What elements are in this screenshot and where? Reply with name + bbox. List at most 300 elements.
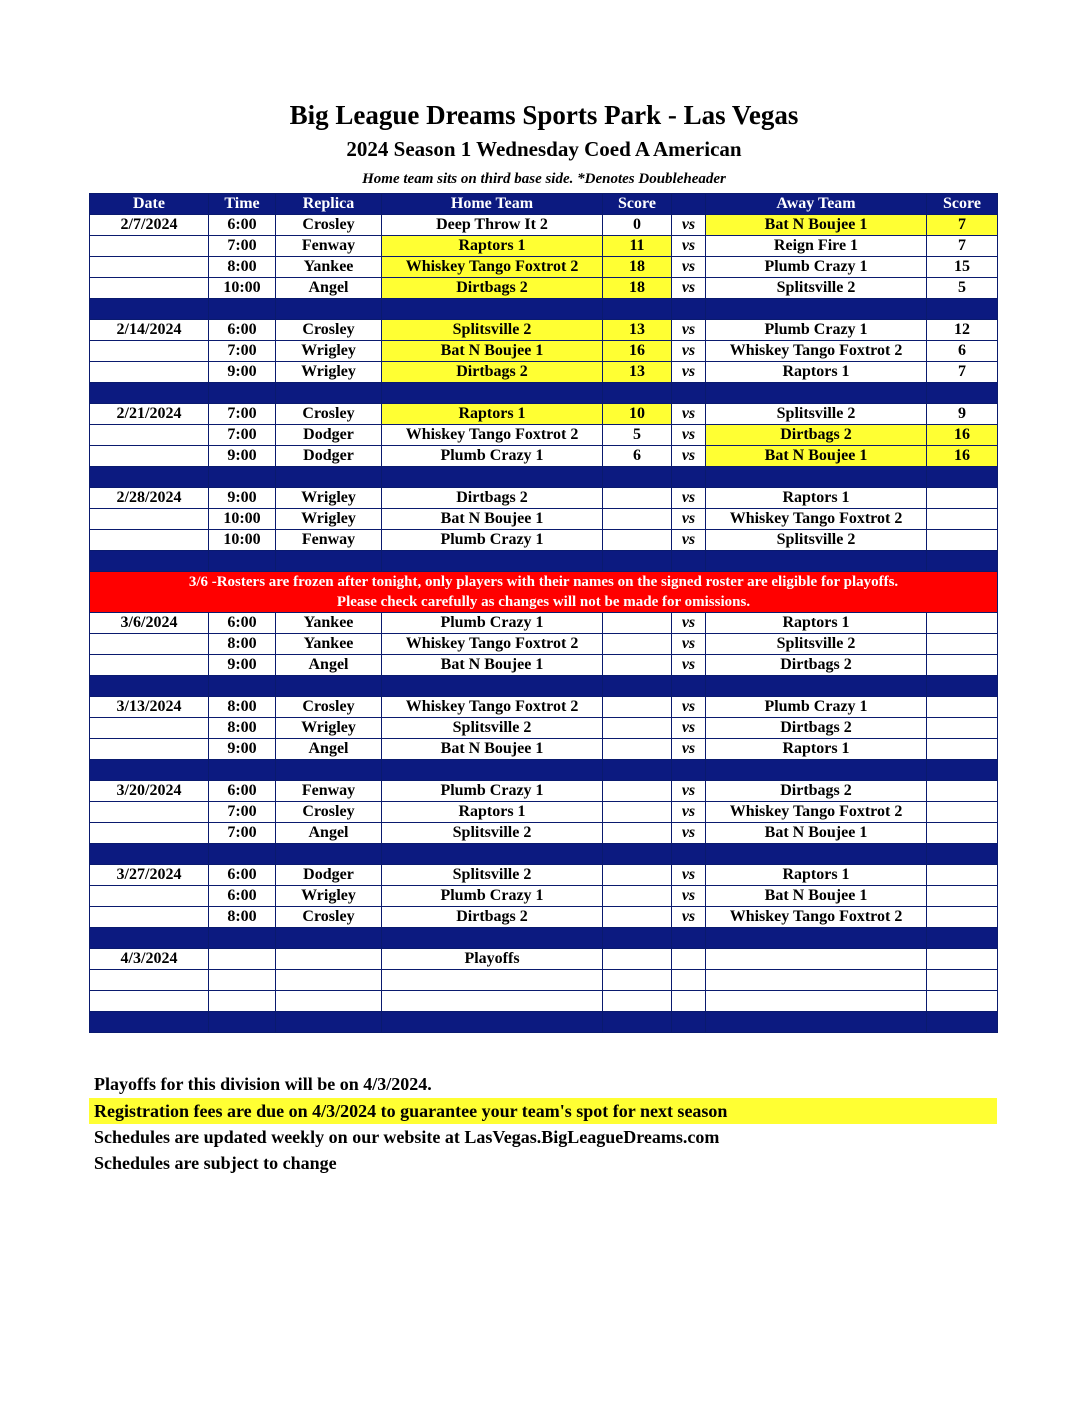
game-time: 9:00	[209, 488, 276, 509]
separator-cell	[706, 928, 927, 949]
game-row	[90, 341, 998, 362]
game-time: 8:00	[209, 257, 276, 278]
game-date	[90, 341, 209, 362]
col-away-team: Away Team	[706, 194, 927, 215]
game-field: Dodger	[276, 446, 382, 467]
away-team: Dirtbags 2	[706, 655, 927, 676]
game-time	[209, 991, 276, 1012]
separator-cell	[382, 844, 603, 865]
home-score: 13	[603, 320, 672, 341]
away-score	[927, 509, 998, 530]
game-date	[90, 823, 209, 844]
game-field: Crosley	[276, 320, 382, 341]
roster-notice-line: Please check carefully as changes will not be made for omissions.	[336, 594, 751, 610]
game-row	[90, 236, 998, 257]
home-score	[603, 697, 672, 718]
vs-label: vs	[672, 802, 706, 823]
col-home-team: Home Team	[382, 194, 603, 215]
game-row	[90, 215, 998, 236]
home-score: 16	[603, 341, 672, 362]
game-date: 3/6/2024	[90, 613, 209, 634]
away-team: Raptors 1	[706, 739, 927, 760]
home-team: Bat N Boujee 1	[382, 739, 603, 760]
home-team: Whiskey Tango Foxtrot 2	[382, 257, 603, 278]
separator-cell	[276, 844, 382, 865]
col-away-score: Score	[927, 194, 998, 215]
game-row	[90, 425, 998, 446]
separator-cell	[276, 299, 382, 320]
vs-label: vs	[672, 215, 706, 236]
col-vs	[672, 194, 706, 215]
separator-cell	[603, 844, 672, 865]
game-field: Wrigley	[276, 362, 382, 383]
vs-label: vs	[672, 697, 706, 718]
away-team: Whiskey Tango Foxtrot 2	[706, 509, 927, 530]
away-score	[927, 991, 998, 1012]
separator-cell	[382, 1012, 603, 1033]
separator-cell	[603, 676, 672, 697]
game-row	[90, 886, 998, 907]
game-time: 8:00	[209, 697, 276, 718]
separator-cell	[382, 383, 603, 404]
away-score: 9	[927, 404, 998, 425]
game-time: 6:00	[209, 613, 276, 634]
game-date: 3/20/2024	[90, 781, 209, 802]
game-date	[90, 257, 209, 278]
away-score	[927, 802, 998, 823]
separator-cell	[603, 467, 672, 488]
home-team: Bat N Boujee 1	[382, 509, 603, 530]
home-score	[603, 991, 672, 1012]
game-time: 9:00	[209, 362, 276, 383]
away-score	[927, 865, 998, 886]
vs-label: vs	[672, 236, 706, 257]
game-time: 7:00	[209, 425, 276, 446]
away-team: Dirtbags 2	[706, 425, 927, 446]
separator-cell	[706, 844, 927, 865]
week-separator	[90, 551, 998, 572]
vs-label: vs	[672, 823, 706, 844]
game-field: Crosley	[276, 802, 382, 823]
home-score	[603, 739, 672, 760]
game-row	[90, 949, 998, 970]
away-score	[927, 739, 998, 760]
away-score: 16	[927, 446, 998, 467]
game-field: Crosley	[276, 215, 382, 236]
game-date	[90, 970, 209, 991]
game-row	[90, 404, 998, 425]
game-time	[209, 949, 276, 970]
home-score: 13	[603, 362, 672, 383]
game-date: 3/27/2024	[90, 865, 209, 886]
game-row	[90, 634, 998, 655]
home-score	[603, 970, 672, 991]
game-time: 7:00	[209, 404, 276, 425]
away-score	[927, 488, 998, 509]
game-row	[90, 278, 998, 299]
home-team: Whiskey Tango Foxtrot 2	[382, 425, 603, 446]
week-separator	[90, 383, 998, 404]
separator-cell	[209, 1012, 276, 1033]
home-team: Dirtbags 2	[382, 488, 603, 509]
game-time: 7:00	[209, 823, 276, 844]
away-team: Bat N Boujee 1	[706, 886, 927, 907]
separator-cell	[276, 383, 382, 404]
away-score: 7	[927, 362, 998, 383]
game-time: 10:00	[209, 509, 276, 530]
separator-cell	[90, 1012, 209, 1033]
away-score	[927, 697, 998, 718]
separator-cell	[927, 844, 998, 865]
separator-cell	[209, 844, 276, 865]
game-date	[90, 446, 209, 467]
separator-cell	[706, 1012, 927, 1033]
week-separator	[90, 676, 998, 697]
game-time: 9:00	[209, 655, 276, 676]
game-date: 4/3/2024	[90, 949, 209, 970]
home-team: Splitsville 2	[382, 320, 603, 341]
separator-cell	[382, 299, 603, 320]
game-row	[90, 488, 998, 509]
game-field: Angel	[276, 655, 382, 676]
away-score	[927, 949, 998, 970]
away-score: 16	[927, 425, 998, 446]
vs-label: vs	[672, 341, 706, 362]
separator-cell	[90, 551, 209, 572]
home-team: Plumb Crazy 1	[382, 781, 603, 802]
footer-registration: Registration fees are due on 4/3/2024 to guarantee your team's spot for next season	[89, 1098, 997, 1124]
home-team: Splitsville 2	[382, 718, 603, 739]
separator-cell	[706, 383, 927, 404]
home-score	[603, 655, 672, 676]
col-time: Time	[209, 194, 276, 215]
vs-label	[672, 970, 706, 991]
game-row	[90, 718, 998, 739]
away-score: 7	[927, 215, 998, 236]
separator-cell	[276, 760, 382, 781]
week-separator	[90, 467, 998, 488]
game-field: Angel	[276, 739, 382, 760]
separator-cell	[927, 760, 998, 781]
away-score: 5	[927, 278, 998, 299]
game-field: Angel	[276, 278, 382, 299]
game-row	[90, 739, 998, 760]
away-score	[927, 613, 998, 634]
game-date	[90, 886, 209, 907]
away-team: Bat N Boujee 1	[706, 823, 927, 844]
game-field: Crosley	[276, 404, 382, 425]
home-score	[603, 509, 672, 530]
away-score	[927, 530, 998, 551]
game-field: Dodger	[276, 865, 382, 886]
separator-cell	[209, 928, 276, 949]
home-team	[382, 991, 603, 1012]
separator-cell	[603, 1012, 672, 1033]
game-date	[90, 530, 209, 551]
away-team: Reign Fire 1	[706, 236, 927, 257]
home-team: Splitsville 2	[382, 823, 603, 844]
separator-cell	[672, 383, 706, 404]
separator-cell	[603, 551, 672, 572]
vs-label: vs	[672, 425, 706, 446]
separator-cell	[209, 467, 276, 488]
separator-cell	[276, 676, 382, 697]
away-team: Splitsville 2	[706, 278, 927, 299]
separator-cell	[603, 760, 672, 781]
separator-cell	[382, 676, 603, 697]
game-row	[90, 530, 998, 551]
away-team: Splitsville 2	[706, 404, 927, 425]
game-time: 6:00	[209, 215, 276, 236]
game-time: 6:00	[209, 320, 276, 341]
game-row	[90, 991, 998, 1012]
footer-disclaimer: Schedules are subject to change	[94, 1153, 337, 1173]
game-time: 8:00	[209, 718, 276, 739]
header-note: Home team sits on third base side. *Denotes Doubleheader	[362, 171, 726, 187]
home-score	[603, 613, 672, 634]
away-team: Plumb Crazy 1	[706, 697, 927, 718]
separator-cell	[927, 467, 998, 488]
home-team: Dirtbags 2	[382, 362, 603, 383]
game-row	[90, 509, 998, 530]
separator-cell	[706, 676, 927, 697]
game-field: Wrigley	[276, 341, 382, 362]
game-date	[90, 362, 209, 383]
game-row	[90, 865, 998, 886]
separator-cell	[672, 844, 706, 865]
separator-cell	[672, 928, 706, 949]
home-team: Bat N Boujee 1	[382, 341, 603, 362]
separator-cell	[603, 928, 672, 949]
vs-label: vs	[672, 907, 706, 928]
game-row	[90, 257, 998, 278]
home-score	[603, 634, 672, 655]
schedule-table	[89, 193, 998, 1033]
game-field: Fenway	[276, 781, 382, 802]
away-score: 12	[927, 320, 998, 341]
home-score	[603, 802, 672, 823]
away-score	[927, 634, 998, 655]
home-score	[603, 718, 672, 739]
game-time: 7:00	[209, 802, 276, 823]
home-team: Raptors 1	[382, 404, 603, 425]
game-row	[90, 613, 998, 634]
col-home-score: Score	[603, 194, 672, 215]
separator-cell	[90, 760, 209, 781]
game-row	[90, 362, 998, 383]
week-separator	[90, 844, 998, 865]
separator-cell	[90, 676, 209, 697]
game-field	[276, 991, 382, 1012]
game-date: 2/21/2024	[90, 404, 209, 425]
home-team: Whiskey Tango Foxtrot 2	[382, 634, 603, 655]
game-date: 2/14/2024	[90, 320, 209, 341]
separator-cell	[672, 467, 706, 488]
separator-cell	[603, 383, 672, 404]
separator-cell	[672, 1012, 706, 1033]
separator-cell	[90, 383, 209, 404]
col-date: Date	[90, 194, 209, 215]
game-row	[90, 823, 998, 844]
home-score: 6	[603, 446, 672, 467]
game-date	[90, 425, 209, 446]
home-score	[603, 907, 672, 928]
home-team: Plumb Crazy 1	[382, 530, 603, 551]
vs-label: vs	[672, 739, 706, 760]
vs-label: vs	[672, 530, 706, 551]
vs-label: vs	[672, 886, 706, 907]
game-field: Fenway	[276, 236, 382, 257]
home-team: Plumb Crazy 1	[382, 886, 603, 907]
home-score: 18	[603, 257, 672, 278]
home-team: Raptors 1	[382, 236, 603, 257]
game-field: Wrigley	[276, 488, 382, 509]
home-team: Bat N Boujee 1	[382, 655, 603, 676]
away-score	[927, 970, 998, 991]
separator-cell	[209, 299, 276, 320]
game-time: 7:00	[209, 341, 276, 362]
separator-cell	[706, 551, 927, 572]
game-date: 2/7/2024	[90, 215, 209, 236]
game-row	[90, 697, 998, 718]
game-field: Wrigley	[276, 509, 382, 530]
separator-cell	[927, 299, 998, 320]
week-separator	[90, 928, 998, 949]
game-row	[90, 802, 998, 823]
away-team: Plumb Crazy 1	[706, 257, 927, 278]
away-team: Dirtbags 2	[706, 718, 927, 739]
separator-cell	[927, 1012, 998, 1033]
vs-label: vs	[672, 865, 706, 886]
away-score	[927, 886, 998, 907]
home-score: 0	[603, 215, 672, 236]
home-team: Raptors 1	[382, 802, 603, 823]
game-row	[90, 970, 998, 991]
game-field: Yankee	[276, 257, 382, 278]
footer-website: Schedules are updated weekly on our website at LasVegas.BigLeagueDreams.com	[94, 1127, 720, 1147]
home-team: Deep Throw It 2	[382, 215, 603, 236]
separator-cell	[672, 676, 706, 697]
separator-cell	[603, 299, 672, 320]
week-separator	[90, 299, 998, 320]
game-time: 6:00	[209, 865, 276, 886]
week-separator	[90, 1012, 998, 1033]
away-score: 7	[927, 236, 998, 257]
game-field	[276, 970, 382, 991]
game-time: 10:00	[209, 278, 276, 299]
away-team: Raptors 1	[706, 865, 927, 886]
footer-playoffs: Playoffs for this division will be on 4/3/2024.	[94, 1074, 432, 1094]
separator-cell	[382, 928, 603, 949]
separator-cell	[276, 928, 382, 949]
vs-label: vs	[672, 446, 706, 467]
col-replica: Replica	[276, 194, 382, 215]
home-team	[382, 970, 603, 991]
vs-label: vs	[672, 718, 706, 739]
game-field: Yankee	[276, 613, 382, 634]
away-team: Whiskey Tango Foxtrot 2	[706, 341, 927, 362]
game-date	[90, 907, 209, 928]
home-score	[603, 488, 672, 509]
away-team	[706, 970, 927, 991]
separator-cell	[276, 551, 382, 572]
away-score	[927, 907, 998, 928]
separator-cell	[276, 1012, 382, 1033]
vs-label: vs	[672, 320, 706, 341]
game-date	[90, 655, 209, 676]
vs-label: vs	[672, 404, 706, 425]
game-date	[90, 634, 209, 655]
away-team: Splitsville 2	[706, 530, 927, 551]
game-date	[90, 991, 209, 1012]
separator-cell	[927, 928, 998, 949]
game-row	[90, 907, 998, 928]
separator-cell	[90, 299, 209, 320]
home-score	[603, 823, 672, 844]
game-date	[90, 802, 209, 823]
separator-cell	[209, 760, 276, 781]
week-separator	[90, 760, 998, 781]
game-time: 10:00	[209, 530, 276, 551]
separator-cell	[382, 760, 603, 781]
separator-cell	[706, 760, 927, 781]
game-field	[276, 949, 382, 970]
home-score	[603, 530, 672, 551]
away-score	[927, 781, 998, 802]
separator-cell	[382, 551, 603, 572]
home-score: 10	[603, 404, 672, 425]
home-score	[603, 865, 672, 886]
game-row	[90, 446, 998, 467]
away-team: Plumb Crazy 1	[706, 320, 927, 341]
separator-cell	[672, 299, 706, 320]
vs-label: vs	[672, 655, 706, 676]
separator-cell	[706, 467, 927, 488]
separator-cell	[90, 928, 209, 949]
separator-cell	[927, 676, 998, 697]
separator-cell	[90, 467, 209, 488]
game-time: 7:00	[209, 236, 276, 257]
vs-label	[672, 991, 706, 1012]
separator-cell	[276, 467, 382, 488]
home-score	[603, 781, 672, 802]
home-team: Plumb Crazy 1	[382, 446, 603, 467]
game-date	[90, 718, 209, 739]
away-team: Dirtbags 2	[706, 781, 927, 802]
away-team: Raptors 1	[706, 613, 927, 634]
game-time: 8:00	[209, 634, 276, 655]
vs-label: vs	[672, 781, 706, 802]
home-team: Splitsville 2	[382, 865, 603, 886]
game-date: 3/13/2024	[90, 697, 209, 718]
game-time: 9:00	[209, 739, 276, 760]
page-title: Big League Dreams Sports Park - Las Vegas	[289, 100, 799, 130]
game-row	[90, 655, 998, 676]
away-team: Bat N Boujee 1	[706, 215, 927, 236]
away-team: Raptors 1	[706, 362, 927, 383]
roster-notice-row	[90, 572, 998, 613]
vs-label	[672, 949, 706, 970]
separator-cell	[209, 676, 276, 697]
vs-label: vs	[672, 362, 706, 383]
away-team: Splitsville 2	[706, 634, 927, 655]
vs-label: vs	[672, 613, 706, 634]
separator-cell	[382, 467, 603, 488]
header-row	[90, 194, 998, 215]
away-team: Bat N Boujee 1	[706, 446, 927, 467]
game-date	[90, 509, 209, 530]
game-time: 6:00	[209, 886, 276, 907]
